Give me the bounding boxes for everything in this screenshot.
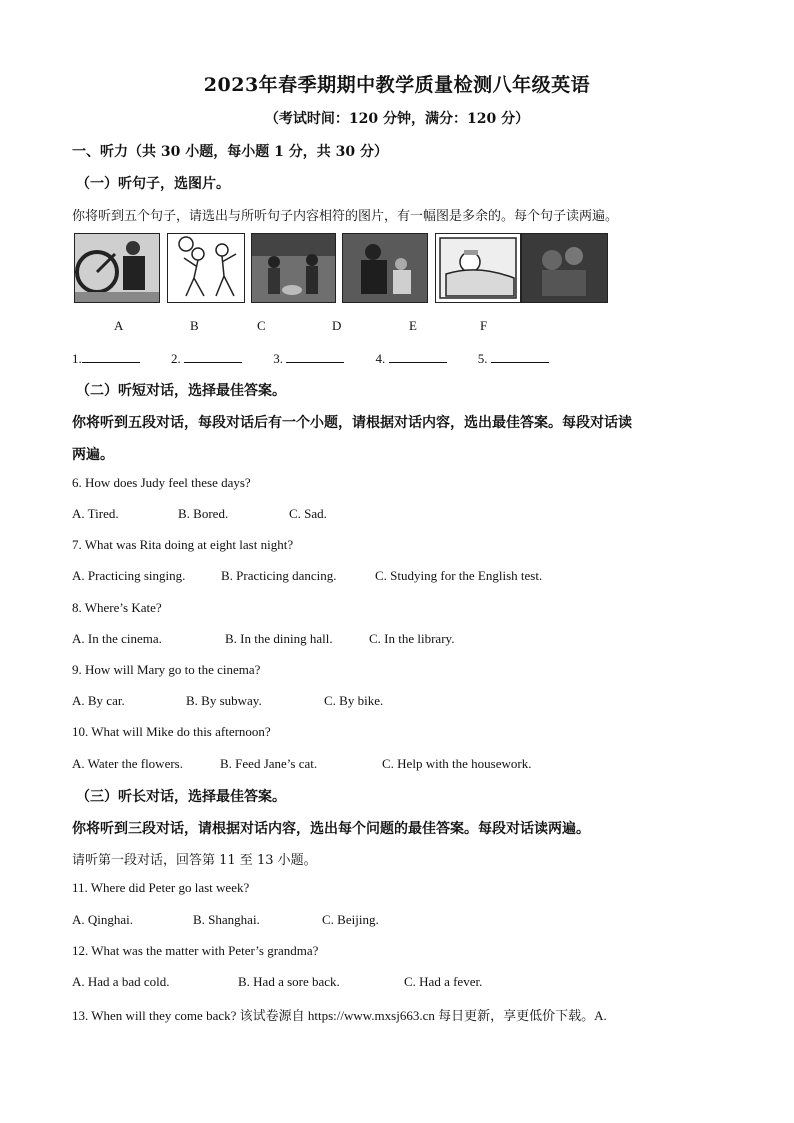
question-13: 13. When will they come back? 该试卷源自 https://www.mxsj663.cn 每日更新，享更低价下载。A. (72, 1008, 607, 1023)
picture-label: C (257, 318, 266, 333)
part3-sub-instruction: 请听第一段对话，回答第 11 至 13 小题。 (72, 853, 317, 868)
option[interactable]: B. Had a sore back. (238, 974, 340, 989)
option[interactable]: A. Water the flowers. (72, 756, 183, 771)
option[interactable]: C. Help with the housework. (382, 756, 532, 771)
picture-labels (0, 318, 794, 336)
option[interactable]: C. Beijing. (322, 912, 379, 927)
picture-label: D (332, 318, 342, 333)
option[interactable]: B. Shanghai. (193, 912, 260, 927)
part2-heading: （二）听短对话，选择最佳答案。 (76, 383, 286, 399)
answer-blank[interactable]: 3. (273, 350, 344, 367)
people-with-dog-outdoors-photo-icon (251, 233, 336, 303)
question-11: 11. Where did Peter go last week? (72, 880, 250, 895)
option[interactable]: A. Had a bad cold. (72, 974, 170, 989)
option[interactable]: A. Qinghai. (72, 912, 134, 927)
man-and-child-sitting-photo-icon (342, 233, 428, 303)
question-9-options (72, 693, 383, 709)
man-with-bicycle-photo-icon (74, 233, 160, 303)
answer-blank[interactable]: 1. (72, 350, 140, 367)
girls-playing-basketball-drawing-icon (167, 233, 245, 303)
answer-blank[interactable]: 4. (376, 350, 447, 367)
question-6: 6. How does Judy feel these days? (72, 475, 251, 490)
part1-instruction: 你将听到五个句子，请选出与所听句子内容相符的图片，有一幅图是多余的。每个句子读两遍。 (72, 209, 619, 224)
part2-instruction-cont: 两遍。 (72, 447, 114, 463)
question-8-options (72, 631, 454, 647)
option[interactable]: B. In the dining hall. (225, 631, 333, 646)
part2-instruction: 你将听到五段对话，每段对话后有一个小题，请根据对话内容，选出最佳答案。每段对话读 (72, 415, 632, 431)
question-6-options (72, 506, 327, 522)
option[interactable]: C. Sad. (289, 506, 327, 521)
question-12-options (72, 974, 482, 990)
option[interactable]: B. Practicing dancing. (221, 568, 337, 583)
part3-heading: （三）听长对话，选择最佳答案。 (76, 789, 286, 805)
part3-instruction: 你将听到三段对话，请根据对话内容，选出每个问题的最佳答案。每段对话读两遍。 (72, 821, 590, 837)
option[interactable]: C. By bike. (324, 693, 384, 708)
question-9: 9. How will Mary go to the cinema? (72, 662, 261, 677)
option[interactable]: B. Bored. (178, 506, 229, 521)
question-12: 12. What was the matter with Peter’s grandma? (72, 943, 319, 958)
page-title: 2023年春季期期中教学质量检测八年级英语 (203, 74, 591, 96)
option[interactable]: A. Practicing singing. (72, 568, 186, 583)
answer-blanks (72, 350, 577, 367)
answer-blank[interactable]: 5. (478, 350, 549, 367)
dark-family-photo-icon (521, 233, 608, 303)
option[interactable]: C. In the library. (369, 631, 455, 646)
option[interactable]: B. Feed Jane’s cat. (220, 756, 318, 771)
question-10: 10. What will Mike do this afternoon? (72, 724, 271, 739)
picture-label: A (114, 318, 124, 333)
question-7: 7. What was Rita doing at eight last night? (72, 537, 294, 552)
question-8: 8. Where’s Kate? (72, 600, 162, 615)
option[interactable]: A. By car. (72, 693, 125, 708)
question-11-options (72, 912, 379, 928)
picture-label: E (409, 318, 417, 333)
picture-label: B (190, 318, 199, 333)
option[interactable]: C. Studying for the English test. (375, 568, 543, 583)
question-10-options (72, 756, 531, 772)
option[interactable]: C. Had a fever. (404, 974, 483, 989)
option[interactable]: A. Tired. (72, 506, 119, 521)
exam-info: （考试时间：120 分钟，满分：120 分） (264, 111, 530, 127)
question-7-options (72, 568, 542, 584)
part1-heading: （一）听句子，选图片。 (76, 176, 230, 192)
picture-label: F (480, 318, 488, 333)
sick-child-in-bed-drawing-icon (435, 233, 521, 303)
answer-blank[interactable]: 2. (171, 350, 242, 367)
section-heading: 一、听力（共 30 小题，每小题 1 分，共 30 分） (72, 144, 388, 160)
option[interactable]: A. In the cinema. (72, 631, 162, 646)
option[interactable]: B. By subway. (186, 693, 262, 708)
